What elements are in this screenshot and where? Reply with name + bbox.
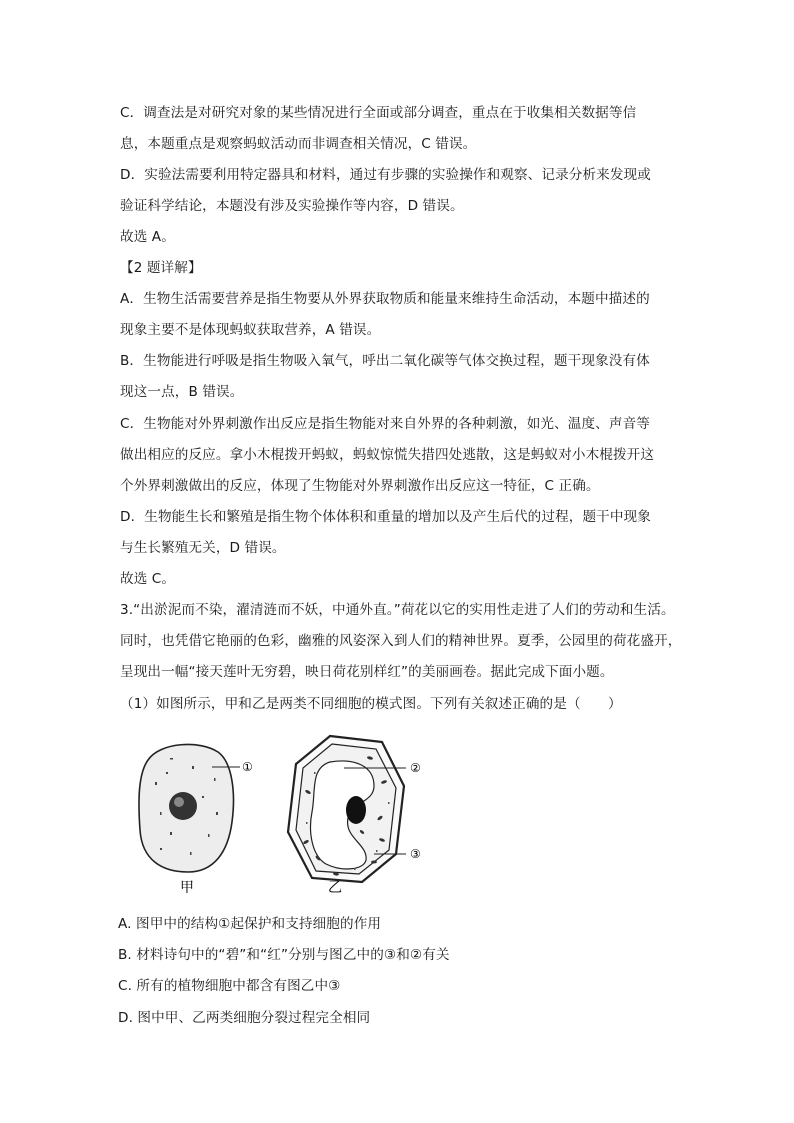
label-2: ② xyxy=(410,761,421,775)
text-line: B．生物能进行呼吸是指生物吸入氧气，呼出二氧化碳等气体交换过程，题干现象没有体 xyxy=(120,353,650,369)
text-line: 故选 C。 xyxy=(120,571,176,587)
animal-cell xyxy=(139,744,234,872)
text-line: 现象主要不是体现蚂蚁获取营养，A 错误。 xyxy=(120,322,381,338)
cell-diagram-figure xyxy=(130,722,450,902)
caption-plant-cell: 乙 xyxy=(328,880,342,896)
text-line: 验证科学结论，本题没有涉及实验操作等内容，D 错误。 xyxy=(120,198,464,214)
text-line: 个外界刺激做出的反应，体现了生物能对外界刺激作出反应这一特征，C 正确。 xyxy=(120,478,600,494)
cell-diagram xyxy=(130,722,450,902)
label-1: ① xyxy=(242,760,253,774)
section-heading: 【2 题详解】 xyxy=(120,260,202,276)
text-line: 做出相应的反应。拿小木棍拨开蚂蚁，蚂蚁惊慌失措四处逃散，这是蚂蚁对小木棍拨开这 xyxy=(120,447,655,463)
text-line: 与生长繁殖无关，D 错误。 xyxy=(120,540,286,556)
option-b: B. 材料诗句中的“碧”和“红”分别与图乙中的③和②有关 xyxy=(118,947,450,963)
text-line: C．调查法是对研究对象的某些情况进行全面或部分调查，重点在于收集相关数据等信 xyxy=(120,105,637,121)
question-stem: 呈现出一幅“接天莲叶无穷碧，映日荷花别样红”的美丽画卷。据此完成下面小题。 xyxy=(120,664,614,680)
option-c: C. 所有的植物细胞中都含有图乙中③ xyxy=(118,978,341,994)
text-line: D．实验法需要利用特定器具和材料，通过有步骤的实验操作和观察、记录分析来发现或 xyxy=(120,167,651,183)
text-line: A．生物生活需要营养是指生物要从外界获取物质和能量来维持生命活动，本题中描述的 xyxy=(120,291,650,307)
label-3: ③ xyxy=(410,847,421,861)
caption-animal-cell: 甲 xyxy=(180,880,194,896)
option-d: D. 图中甲、乙两类细胞分裂过程完全相同 xyxy=(118,1010,371,1026)
question-stem: 同时，也凭借它艳丽的色彩，幽雅的风姿深入到人们的精神世界。夏季，公园里的荷花盛开， xyxy=(120,633,682,649)
text-line: 息，本题重点是观察蚂蚁活动而非调查相关情况，C 错误。 xyxy=(120,136,477,152)
question-stem: 3.“出淤泥而不染，濯清涟而不妖，中通外直。”荷花以它的实用性走进了人们的劳动和生活。 xyxy=(120,602,675,618)
text-line: 故选 A。 xyxy=(120,229,175,245)
plant-cell xyxy=(288,736,404,882)
text-line: C．生物能对外界刺激作出反应是指生物能对来自外界的各种刺激，如光、温度、声音等 xyxy=(120,416,650,432)
option-a: A. 图甲中的结构①起保护和支持细胞的作用 xyxy=(118,916,382,932)
text-line: 现这一点，B 错误。 xyxy=(120,384,244,400)
text-line: D．生物能生长和繁殖是指生物个体体积和重量的增加以及产生后代的过程，题干中现象 xyxy=(120,509,651,525)
sub-question: （1）如图所示，甲和乙是两类不同细胞的模式图。下列有关叙述正确的是（ ） xyxy=(120,696,622,712)
